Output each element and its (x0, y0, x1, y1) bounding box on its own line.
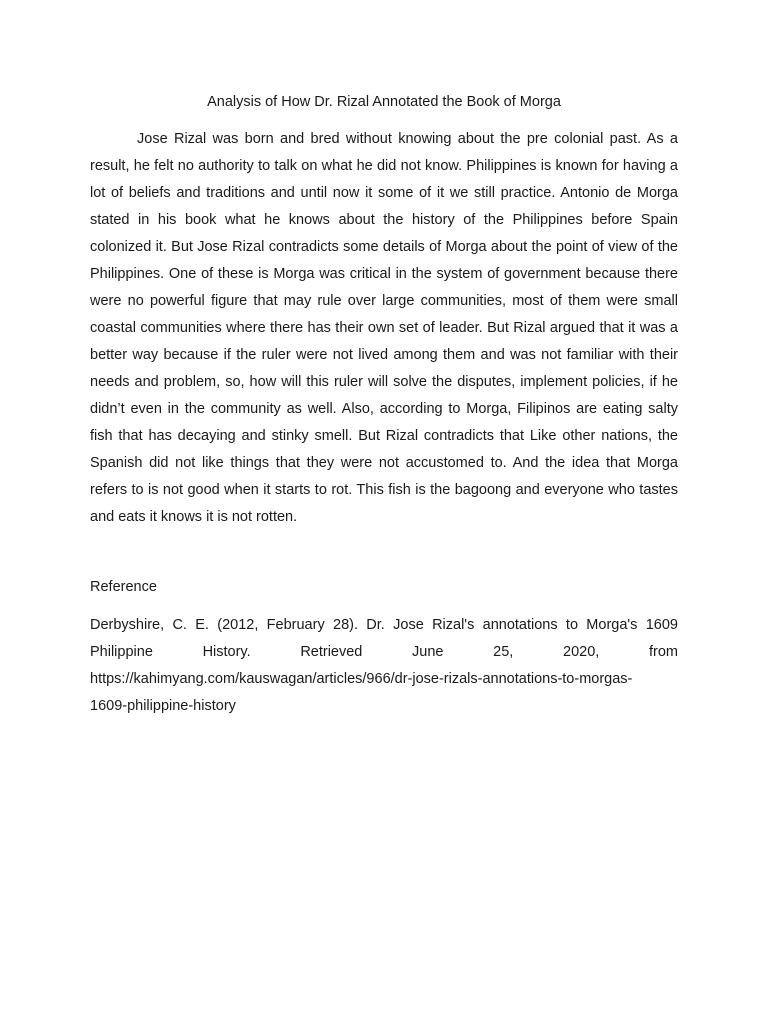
reference-url-line: https://kahimyang.com/kauswagan/articles/966/dr-jose-rizals-annotations-to-morgas- (90, 671, 633, 687)
reference-line: Philippine History. Retrieved June 25, 2020, from (90, 644, 678, 660)
reference-line: Derbyshire, C. E. (2012, February 28). Dr. Jose Rizal's annotations to Morga's 1609 (90, 617, 678, 633)
reference-entry (90, 612, 678, 720)
reference-heading: Reference (90, 579, 157, 595)
reference-url-line: 1609-philippine-history (90, 698, 236, 714)
document-title: Analysis of How Dr. Rizal Annotated the Book of Morga (207, 94, 561, 110)
body-paragraph: Jose Rizal was born and bred without knowing about the pre colonial past. As a result, he felt no authority to talk on what he did not know. Philippines is known for having a lot of beliefs and traditions and until now it some of it we still practice. Antonio de Morga stated in his book what he knows about the history of the Philippines before Spain colonized it. But Jose Rizal contradicts some details of Morga about the point of view of the Philippines. One of these is Morga was critical in the system of government because there were no powerful figure that may rule over large communities, most of them were small coastal communities where there has their own set of leader. But Rizal argued that it was a better way because if the ruler were not lived among them and was not familiar with their needs and problem, so, how will this ruler will solve the disputes, implement policies, if he didn’t even in the community as well. Also, according to Morga, Filipinos are eating salty fish that has decaying and stinky smell. But Rizal contradicts that Like other nations, the Spanish did not like things that they were not accustomed to. And the idea that Morga refers to is not good when it starts to rot. This fish is the bagoong and everyone who tastes and eats it knows it is not rotten. (90, 131, 678, 525)
